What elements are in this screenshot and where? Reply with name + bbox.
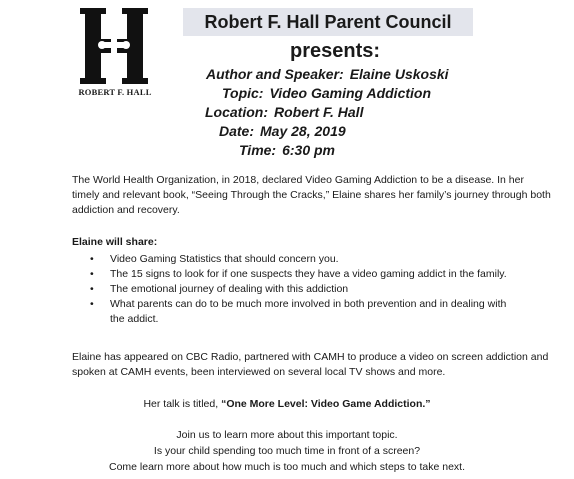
closing-line-3: Come learn more about how much is too much and which steps to take next. <box>108 461 465 473</box>
date-value: May 28, 2019 <box>260 123 346 139</box>
list-item-text: The emotional journey of dealing with this addiction <box>110 283 349 295</box>
bullet-icon: • <box>90 253 94 265</box>
list-item <box>72 267 512 282</box>
author-label: Author and Speaker: <box>206 66 344 82</box>
date-label: Date: <box>219 123 255 139</box>
time-value: 6:30 pm <box>282 142 336 158</box>
date-line <box>219 123 346 139</box>
author-line <box>206 66 449 82</box>
school-logo <box>74 8 154 96</box>
time-line <box>239 142 335 158</box>
topic-value: Video Gaming Addiction <box>269 85 432 101</box>
topic-line <box>222 85 431 101</box>
time-label: Time: <box>239 142 277 158</box>
share-heading: Elaine will share: <box>72 236 158 248</box>
author-name: Elaine Uskoski <box>349 66 449 82</box>
list-item-text: The 15 signs to look for if one suspects they have a video gaming addict in the family. <box>110 268 507 280</box>
bullet-icon: • <box>90 268 94 280</box>
bullet-icon: • <box>90 283 94 295</box>
bio-paragraph: Elaine has appeared on CBC Radio, partnered with CAMH to produce a video on screen addiction and spoken at CAMH events, been interviewed on several local TV shows and more. <box>72 351 549 378</box>
presents-heading: presents: <box>290 40 381 62</box>
list-item <box>72 282 512 297</box>
closing-line-1: Join us to learn more about this important topic. <box>176 429 398 441</box>
bullet-icon: • <box>90 298 94 310</box>
logo-caption: ROBERT F. HALL <box>78 87 152 97</box>
list-item <box>72 297 512 327</box>
list-item-text: Video Gaming Statistics that should concern you. <box>110 253 339 265</box>
list-item-text: What parents can do to be much more involved in both prevention and in dealing with the addict. <box>110 298 507 325</box>
topic-label: Topic: <box>222 85 264 101</box>
talk-title-line <box>0 397 574 412</box>
location-value: Robert F. Hall <box>274 104 364 120</box>
talk-prefix: Her talk is titled, <box>143 398 222 410</box>
location-line <box>205 104 363 120</box>
school-crest-icon <box>80 8 148 84</box>
page-title: Robert F. Hall Parent Council <box>183 8 473 36</box>
closing-line-2: Is your child spending too much time in front of a screen? <box>153 445 421 457</box>
share-list <box>72 252 512 327</box>
location-label: Location: <box>205 104 268 120</box>
list-item <box>72 252 512 267</box>
intro-paragraph: The World Health Organization, in 2018, declared Video Gaming Addiction to be a disease. In her timely and relevant book, “Seeing Through the Cracks,” Elaine shares her family’s journey through both addiction and recovery. <box>72 174 551 216</box>
talk-title: “One More Level: Video Game Addiction.” <box>221 398 431 410</box>
